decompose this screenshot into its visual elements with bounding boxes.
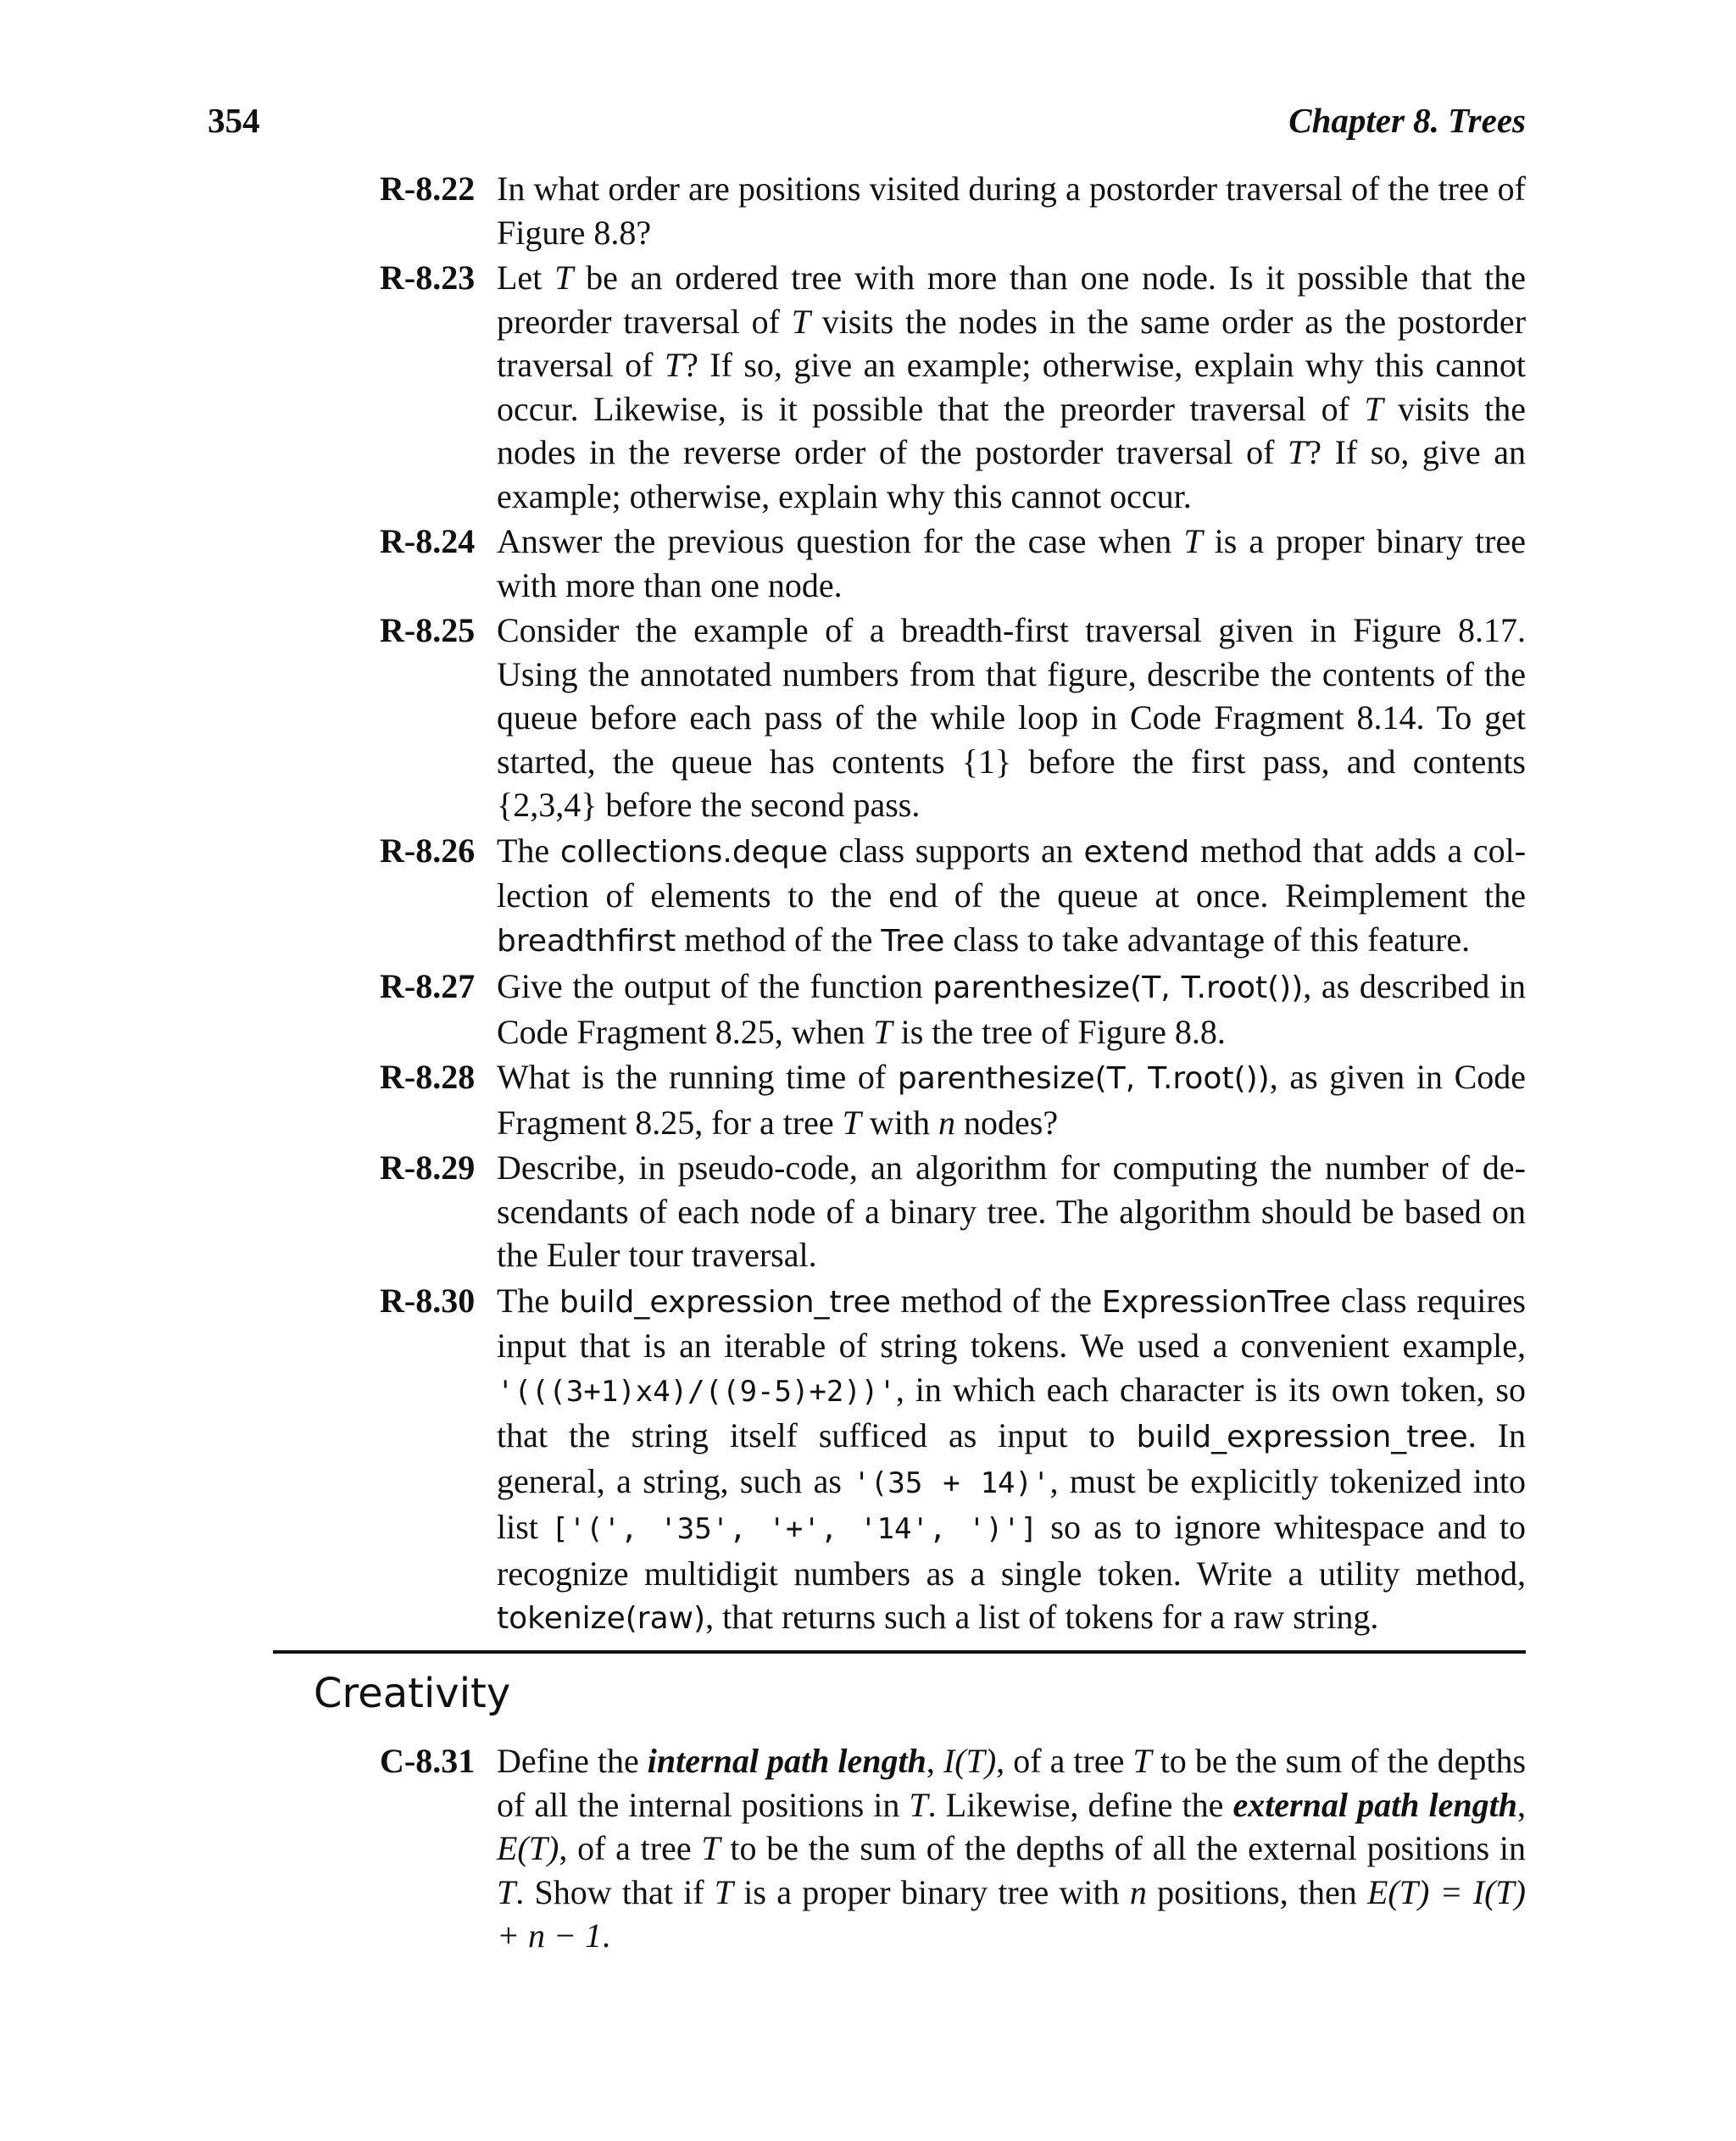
text-run: class to take advantage of this feature. xyxy=(944,920,1471,959)
text-run: is the tree of Figure 8.8. xyxy=(892,1012,1226,1051)
exercise-label: R-8.29 xyxy=(380,1148,476,1187)
exercise-item xyxy=(380,256,1526,518)
text-run: , of a tree xyxy=(996,1742,1133,1780)
text-run: The xyxy=(497,831,560,870)
section-title: Creativity xyxy=(314,1670,511,1717)
inline-sans: parenthesize(T, T.root()) xyxy=(932,970,1304,1005)
text-run: method of the xyxy=(676,920,882,959)
inline-math: T xyxy=(1364,389,1383,428)
text-run: Let xyxy=(497,259,555,297)
exercise-label: C-8.31 xyxy=(380,1742,476,1780)
text-run: be an ordered tree with more than one node. Is it possible that the preorder traversal of xyxy=(497,259,1526,341)
reinforcement-exercise-list xyxy=(380,167,1526,1643)
inline-sans: build_expression_tree xyxy=(559,1284,891,1320)
text-run: , in which each character is its own token, so that the string itself sufficed as input to xyxy=(497,1370,1526,1454)
inline-sans: Tree xyxy=(881,923,945,959)
text-run: In what order are positions visited during a postorder traversal of the tree of Figure 8.8? xyxy=(497,170,1526,252)
exercise-item xyxy=(380,1146,1526,1277)
text-run: visits the nodes in the same order as the postorder traversal of xyxy=(497,302,1527,384)
inline-math: T xyxy=(554,259,574,297)
text-run: , as described in Code Fragment 8.25, when xyxy=(497,967,1526,1051)
inline-bi: external path length xyxy=(1232,1785,1517,1824)
inline-math: E(T) = I(T) + n − 1 xyxy=(497,1872,1526,1955)
exercise-item xyxy=(380,609,1526,827)
text-run: with xyxy=(860,1103,939,1142)
text-run: method that adds a collection of elements to the end of the queue at once. Reimplement the xyxy=(497,831,1527,915)
text-run: to be the sum of the depths of all the internal positions in xyxy=(497,1742,1527,1824)
text-run: is a proper binary tree with xyxy=(733,1872,1130,1911)
inline-math: n xyxy=(1129,1872,1147,1911)
exercise-text xyxy=(497,1739,1526,1958)
inline-math: E(T) xyxy=(497,1829,559,1867)
inline-mono: ['(', '35', '+', '14', ')'] xyxy=(551,1512,1038,1546)
inline-math: T xyxy=(791,302,810,341)
inline-math: T xyxy=(497,1872,516,1911)
inline-math: T xyxy=(701,1829,721,1867)
exercise-item xyxy=(380,1055,1526,1144)
text-run: class requires input that is an iterable of string tokens. We used a convenient example, xyxy=(497,1281,1526,1365)
text-run: What is the running time of xyxy=(497,1058,898,1096)
text-run: to be the sum of the depths of all the external positions in xyxy=(720,1829,1526,1867)
text-run: ? If so, give an example; otherwise, explain why this cannot occur. Likewise, is it possible that the preorder traversal of xyxy=(497,346,1527,428)
text-run: nodes? xyxy=(955,1103,1059,1142)
running-head: Chapter 8. Trees xyxy=(1288,101,1526,140)
inline-math: T xyxy=(1287,433,1307,471)
text-run: Consider the example of a breadth-first traversal given in Figure 8.17. Using the annotated numbers from that figure, describe the contents of the queue before each pass of the while loop in Code Fragment 8.14. To get started, the queue has contents {1} before the first pass, and contents {2,3,4} before the second pass. xyxy=(497,611,1526,824)
text-run: Give the output of the function xyxy=(497,967,933,1005)
text-run: , that returns such a list of tokens for a raw string. xyxy=(705,1598,1379,1636)
exercise-text xyxy=(497,829,1526,964)
inline-math: T xyxy=(1132,1742,1152,1780)
inline-sans: tokenize(raw) xyxy=(497,1601,706,1636)
exercise-label: R-8.24 xyxy=(380,522,476,560)
text-run: , must be explicitly tokenized into list xyxy=(497,1461,1527,1546)
inline-math: T xyxy=(664,346,684,384)
inline-math: I(T) xyxy=(943,1742,997,1780)
exercise-text xyxy=(497,609,1526,827)
exercise-item xyxy=(380,167,1526,254)
exercise-label: R-8.23 xyxy=(380,259,476,297)
text-run: . Likewise, define the xyxy=(927,1785,1233,1824)
section-rule xyxy=(273,1650,1526,1654)
exercise-label: R-8.27 xyxy=(380,967,476,1005)
text-run: is a proper binary tree with more than one node. xyxy=(497,522,1526,604)
inline-sans: ExpressionTree xyxy=(1101,1284,1332,1320)
inline-math: n xyxy=(938,1103,956,1142)
text-run: , xyxy=(1516,1785,1526,1824)
text-run: , of a tree xyxy=(559,1829,702,1867)
inline-math: T xyxy=(1183,522,1203,560)
inline-bi: internal path length xyxy=(647,1742,926,1780)
inline-sans: breadthfirst xyxy=(497,923,676,959)
exercise-text xyxy=(497,1146,1526,1277)
inline-math: T xyxy=(873,1012,893,1051)
text-run: Answer the previous question for the case when xyxy=(497,522,1184,560)
text-run: ? If so, give an example; otherwise, explain why this cannot occur. xyxy=(497,433,1526,515)
exercise-text xyxy=(497,256,1526,518)
inline-sans: collections.deque xyxy=(559,834,828,870)
exercise-item xyxy=(380,829,1526,964)
text-run: . In general, a string, such as xyxy=(497,1416,1526,1500)
exercise-text xyxy=(497,520,1526,607)
text-run: . xyxy=(601,1916,610,1955)
exercise-item xyxy=(380,965,1526,1054)
inline-math: T xyxy=(842,1103,861,1142)
inline-sans: parenthesize(T, T.root()) xyxy=(897,1061,1270,1096)
text-run: , as given in Code Fragment 8.25, for a tree xyxy=(497,1058,1527,1142)
text-run: class supports an xyxy=(827,831,1084,870)
inline-sans: build_expression_tree xyxy=(1136,1420,1468,1454)
exercise-text xyxy=(497,965,1526,1054)
text-run: , xyxy=(926,1742,943,1780)
exercise-text xyxy=(497,167,1526,254)
exercise-item xyxy=(380,1279,1526,1641)
inline-math: T xyxy=(714,1872,734,1911)
text-run: method of the xyxy=(890,1281,1102,1320)
text-run: Define the xyxy=(497,1742,648,1780)
exercise-label: R-8.25 xyxy=(380,611,476,649)
inline-mono: '(35 + 14)' xyxy=(853,1465,1050,1500)
exercise-label: R-8.22 xyxy=(380,170,476,208)
creativity-exercise-list xyxy=(380,1739,1526,1960)
text-run: so as to ignore whitespace and to recognize multidigit numbers as a single token. Write a utility method, xyxy=(497,1508,1527,1593)
text-run: visits the nodes in the reverse order of the postorder traversal of xyxy=(497,389,1526,471)
exercise-label: R-8.26 xyxy=(380,831,476,870)
inline-sans: extend xyxy=(1083,834,1190,870)
inline-mono: '(((3+1)x4)/((9-5)+2))' xyxy=(497,1374,896,1409)
page-number: 354 xyxy=(208,101,260,140)
exercise-text xyxy=(497,1279,1526,1641)
exercise-item xyxy=(380,1739,1526,1958)
text-run: . Show that if xyxy=(515,1872,715,1911)
inline-math: T xyxy=(909,1785,928,1824)
text-run: positions, then xyxy=(1146,1872,1367,1911)
exercise-text xyxy=(497,1055,1526,1144)
exercise-label: R-8.30 xyxy=(380,1281,476,1320)
text-run: Describe, in pseudo-code, an algorithm for computing the number of descendants of each node of a binary tree. The algorithm should be based on the Euler tour traversal. xyxy=(497,1148,1526,1274)
exercise-item xyxy=(380,520,1526,607)
exercise-label: R-8.28 xyxy=(380,1058,476,1096)
text-run: The xyxy=(497,1281,559,1320)
